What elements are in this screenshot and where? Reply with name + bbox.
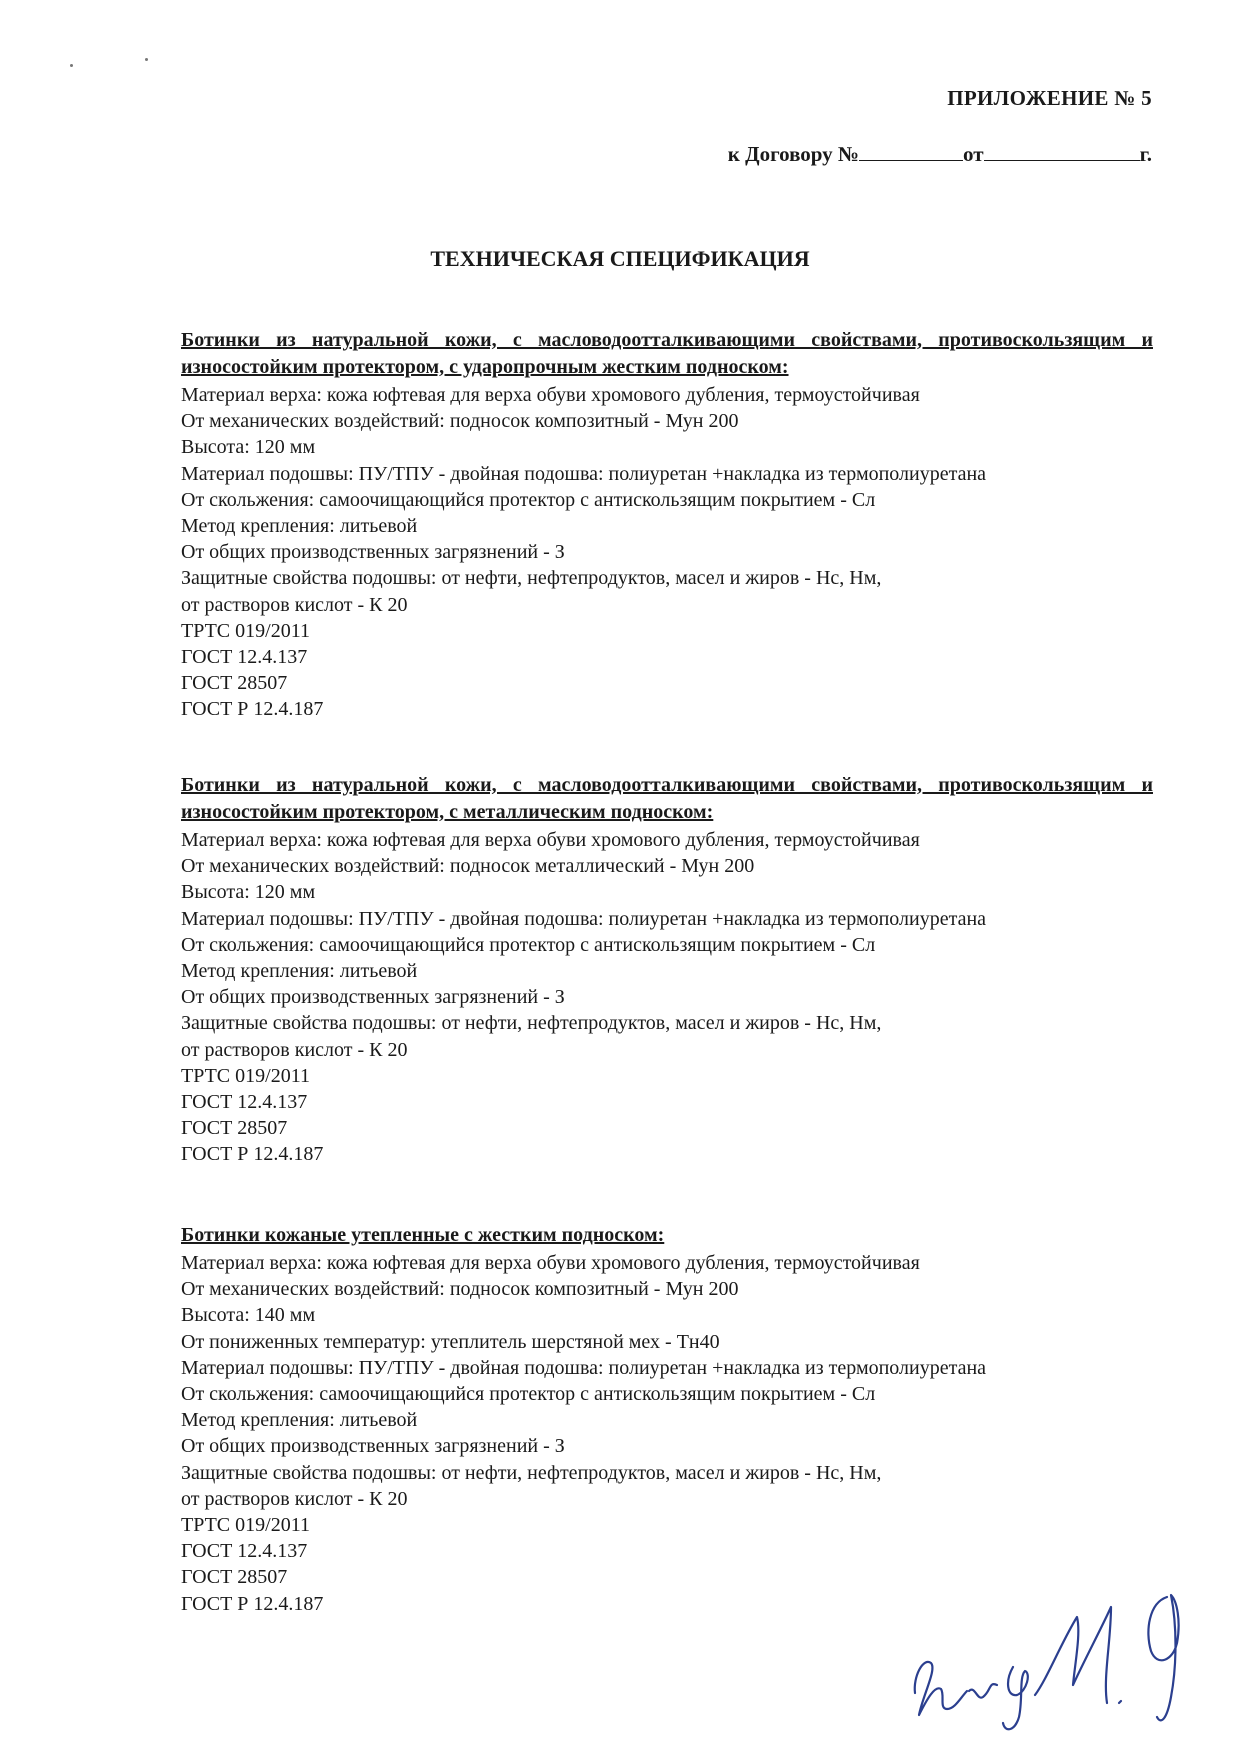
contract-year-label: г.: [1139, 142, 1152, 166]
spec-line: Материал верха: кожа юфтевая для верха обуви хромового дубления, термоустойчивая: [181, 384, 920, 406]
spec-line: от растворов кислот - К 20: [181, 593, 408, 616]
spec-line: ГОСТ Р 12.4.187: [181, 698, 324, 721]
spec-line: ТРТС 019/2011: [181, 619, 310, 642]
spec-line: Высота: 140 мм: [181, 1304, 316, 1327]
section-heading: Ботинки кожаные утепленные с жестким подноском:: [181, 1224, 665, 1246]
spec-line: Защитные свойства подошвы: от нефти, нефтепродуктов, масел и жиров - Нс, Нм,: [181, 1012, 882, 1035]
spec-line: от растворов кислот - К 20: [181, 1038, 408, 1061]
spec-line: Материал верха: кожа юфтевая для верха обуви хромового дубления, термоустойчивая: [181, 829, 920, 851]
spec-line: Метод крепления: литьевой: [181, 960, 418, 983]
spec-line: От общих производственных загрязнений - З: [181, 1435, 565, 1458]
signature-icon: [905, 1585, 1195, 1735]
spec-line: От общих производственных загрязнений - З: [181, 986, 565, 1009]
spec-line: Высота: 120 мм: [181, 436, 316, 459]
spec-line: От скольжения: самоочищающийся протектор с антискользящим покрытием - Сл: [181, 933, 876, 956]
spec-line: ТРТС 019/2011: [181, 1514, 310, 1537]
spec-line: ГОСТ 12.4.137: [181, 1540, 308, 1563]
contract-from-label: от: [963, 142, 984, 166]
spec-line: Материал верха: кожа юфтевая для верха обуви хромового дубления, термоустойчивая: [181, 1252, 920, 1274]
spec-line: Высота: 120 мм: [181, 881, 316, 904]
spec-line: Метод крепления: литьевой: [181, 515, 418, 538]
contract-reference: [728, 142, 1152, 167]
document-title: ТЕХНИЧЕСКАЯ СПЕЦИФИКАЦИЯ: [430, 246, 810, 271]
spec-section: [181, 327, 1153, 723]
section-heading: Ботинки из натуральной кожи, с масловодоотталкивающими свойствами, противоскользящим и износостойким протектором, с ударопрочным жестким подноском:: [181, 329, 1153, 378]
spec-line: От скольжения: самоочищающийся протектор с антискользящим покрытием - Сл: [181, 1383, 876, 1406]
spec-section: [181, 1222, 1153, 1617]
spec-section: [181, 772, 1153, 1168]
scan-speck: [70, 64, 73, 67]
spec-line: От механических воздействий: подносок композитный - Мун 200: [181, 1278, 739, 1301]
spec-line: ТРТС 019/2011: [181, 1064, 310, 1087]
spec-line: Материал подошвы: ПУ/ТПУ - двойная подошва: полиуретан +накладка из термополиуретана: [181, 1356, 987, 1379]
spec-line: От общих производственных загрязнений - З: [181, 541, 565, 564]
spec-line: ГОСТ Р 12.4.187: [181, 1592, 324, 1615]
spec-line: Материал подошвы: ПУ/ТПУ - двойная подошва: полиуретан +накладка из термополиуретана: [181, 462, 987, 485]
spec-line: От скольжения: самоочищающийся протектор с антискользящим покрытием - Сл: [181, 488, 876, 511]
spec-line: ГОСТ 28507: [181, 1117, 288, 1140]
scan-speck: [145, 58, 148, 61]
spec-line: От механических воздействий: подносок металлический - Мун 200: [181, 855, 755, 878]
contract-prefix: к Договору №: [727, 142, 860, 166]
spec-line: От механических воздействий: подносок композитный - Мун 200: [181, 410, 739, 433]
spec-line: от растворов кислот - К 20: [181, 1487, 408, 1510]
spec-line: ГОСТ 12.4.137: [181, 1091, 308, 1114]
spec-line: Метод крепления: литьевой: [181, 1409, 418, 1432]
spec-line: ГОСТ 28507: [181, 672, 288, 695]
spec-line: ГОСТ 28507: [181, 1566, 288, 1589]
spec-line: Защитные свойства подошвы: от нефти, нефтепродуктов, масел и жиров - Нс, Нм,: [181, 1461, 882, 1484]
spec-line: ГОСТ 12.4.137: [181, 646, 308, 669]
contract-number-blank: [859, 142, 963, 161]
contract-date-blank: [984, 142, 1140, 161]
spec-line: ГОСТ Р 12.4.187: [181, 1143, 324, 1166]
spec-line: От пониженных температур: утеплитель шерстяной мех - Тн40: [181, 1330, 720, 1353]
section-heading: Ботинки из натуральной кожи, с масловодоотталкивающими свойствами, противоскользящим и износостойким протектором, с металлическим подноском:: [181, 774, 1153, 823]
spec-line: Материал подошвы: ПУ/ТПУ - двойная подошва: полиуретан +накладка из термополиуретана: [181, 907, 987, 930]
appendix-number: ПРИЛОЖЕНИЕ № 5: [947, 86, 1152, 110]
spec-line: Защитные свойства подошвы: от нефти, нефтепродуктов, масел и жиров - Нс, Нм,: [181, 567, 882, 590]
